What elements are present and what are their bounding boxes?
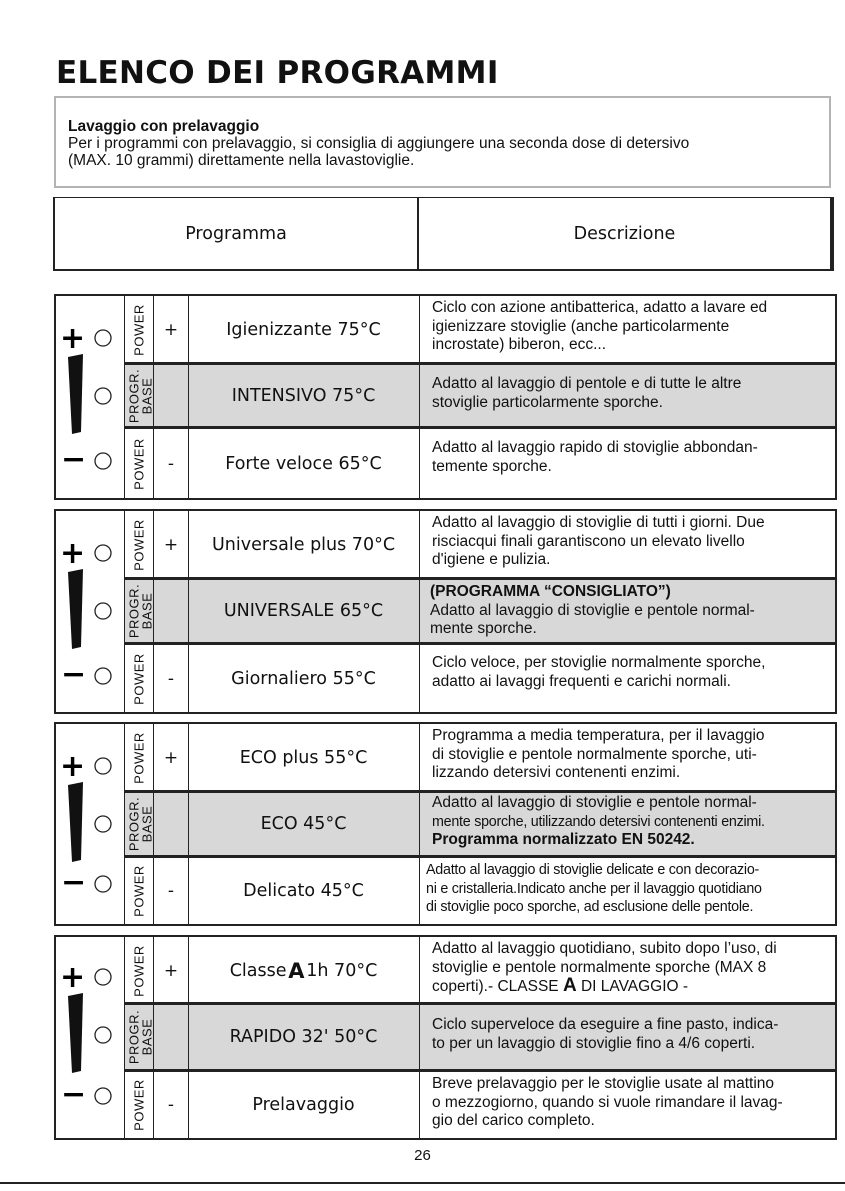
progr-label: PROGR. [126,583,142,639]
program-name: Forte veloce 65°C [188,429,420,498]
note-line: Per i programmi con prelavaggio, si consiglia di aggiungere una seconda dose di detersivo [68,135,690,152]
plus-symbol: + [60,960,86,995]
base-label: BASE [139,377,155,414]
program-row [124,429,835,498]
minus-symbol: − [61,657,87,692]
header-programma: Programma [55,198,419,269]
program-row-base [124,790,835,858]
power-label: POWER [131,304,147,356]
plus-symbol: + [60,749,86,784]
program-description: Adatto al lavaggio di stoviglie delicate e con decorazio- ni e cristalleria.Indicato anche per il lavaggio quotidiano di stoviglie poco sporche, ad esclusione delle pentole. [426,862,762,915]
program-description: (PROGRAMMA “CONSIGLIATO”) Adatto al lavaggio di stoviglie e pentole normal- mente sporche. [420,580,835,642]
led-icon [95,330,111,346]
program-name: ECO plus 55°C [188,724,420,792]
plus-symbol: + [60,536,86,571]
class-a-mark: A [562,975,577,996]
standard-note: Programma normalizzato EN 50242. [432,830,695,848]
progr-label: PROGR. [126,796,142,852]
program-group [54,935,837,1140]
led-icon [95,969,111,985]
control-panel-diagram [56,937,124,1138]
note-title: Lavaggio con prelavaggio [68,118,260,135]
class-a-mark: A [288,958,305,983]
program-description: Adatto al lavaggio quotidiano, subito dopo l’uso, di stoviglie e pentole normalmente sporche (MAX 8 coperti).- CLASSE A DI LAVAGGIO - [432,940,777,996]
prewash-note [54,96,831,188]
program-description: Adatto al lavaggio di stoviglie di tutti i giorni. Due risciacqui finali garantiscono un elevato livello d'igiene e pulizia. [432,514,765,568]
minus-symbol: − [61,442,87,477]
sign [154,1005,189,1069]
program-row [124,511,835,579]
page-number: 26 [414,1147,431,1164]
program-description: Adatto al lavaggio di stoviglie e pentole normal- mente sporche, utilizzando detersivi contenenti enzimi. Programma normalizzato EN 50242. [420,793,835,855]
power-label: POWER [131,437,147,490]
sign [154,793,189,855]
led-icon [95,545,111,561]
level-indicator-icon [56,511,124,712]
program-name: Igienizzante 75°C [188,296,420,364]
wedge-icon [68,569,83,649]
power-label: POWER [131,732,147,784]
led-icon [95,758,111,774]
note-line: (MAX. 10 grammi) direttamente nella lavastoviglie. [68,152,415,169]
led-icon [95,1088,111,1104]
led-icon [95,816,111,832]
program-name: Delicato 45°C [188,858,420,924]
sign: + [154,511,189,579]
sign: - [154,645,189,712]
minus-symbol: − [61,865,87,900]
header-descrizione: Descrizione [573,223,676,244]
led-icon [95,453,111,469]
led-icon [95,388,111,404]
base-label: BASE [139,1018,155,1056]
plus-symbol: + [60,321,86,356]
led-icon [95,668,111,684]
sign: - [154,429,189,498]
wedge-icon [68,993,83,1073]
level-indicator-icon [56,724,124,924]
power-label: POWER [131,865,147,917]
control-panel-diagram [56,511,124,712]
program-row [124,724,835,792]
program-row [124,645,835,712]
sign: + [154,296,189,364]
recommended-badge: (PROGRAMMA “CONSIGLIATO”) [430,583,671,600]
progr-label: PROGR. [126,1009,142,1065]
program-row-base [124,362,835,429]
control-panel-diagram [56,296,124,498]
program-description: Ciclo con azione antibatterica, adatto a lavare ed igienizzare stoviglie (anche particolarmente incrostate) biberon, ecc... [432,299,768,353]
base-label: BASE [139,592,155,630]
program-row [124,937,835,1004]
program-group [54,294,837,500]
led-icon [95,603,111,619]
program-description: Ciclo superveloce da eseguire a fine pasto, indica- to per un lavaggio di stoviglie fino a 4/6 coperti. [432,1016,779,1052]
minus-symbol: − [61,1077,87,1112]
program-name: ECO 45°C [188,793,420,855]
program-description: Adatto al lavaggio rapido di stoviglie abbondan- temente sporche. [432,439,758,475]
wedge-icon [68,354,83,434]
program-description: Programma a media temperatura, per il lavaggio di stoviglie e pentole normalmente sporche, uti- lizzando detersivi contenenti enzimi. [432,727,765,781]
program-row [124,296,835,364]
table-header [53,197,834,271]
progr-label: PROGR. [126,368,142,423]
program-group [54,509,837,714]
program-name: UNIVERSALE 65°C [188,580,420,642]
led-icon [95,876,111,892]
sign [154,580,189,642]
program-name: Universale plus 70°C [188,511,420,579]
sign: + [154,937,189,1004]
level-indicator-icon [56,296,124,498]
power-label: POWER [131,519,147,571]
program-name: RAPIDO 32' 50°C [188,1005,420,1069]
control-panel-diagram [56,724,124,924]
bottom-rule [0,1182,845,1184]
sign [154,365,189,426]
sign: - [154,858,189,924]
sign: - [154,1072,189,1138]
program-name: Prelavaggio [188,1072,420,1138]
program-row [124,858,835,924]
wedge-icon [68,782,83,862]
program-description: Ciclo veloce, per stoviglie normalmente sporche, adatto ai lavaggi frequenti e carichi normali. [432,654,766,690]
program-description: Breve prelavaggio per le stoviglie usate al mattino o mezzogiorno, quando si vuole rimandare il lavag- gio del carico completo. [432,1075,783,1129]
power-label: POWER [131,1079,147,1131]
base-label: BASE [139,805,155,843]
program-group [54,722,837,926]
program-name: Classe A 1h 70°C [188,937,420,1004]
program-row-base [124,577,835,645]
program-name: Giornaliero 55°C [188,645,420,712]
led-icon [95,1027,111,1043]
program-row [124,1072,835,1138]
program-name: INTENSIVO 75°C [188,365,420,426]
level-indicator-icon [56,937,124,1138]
sign: + [154,724,189,792]
power-label: POWER [131,652,147,705]
program-description: Adatto al lavaggio di pentole e di tutte le altre stoviglie particolarmente sporche. [432,375,742,411]
page-title: ELENCO DEI PROGRAMMI [56,55,499,91]
power-label: POWER [131,944,147,997]
program-row-base [124,1002,835,1072]
